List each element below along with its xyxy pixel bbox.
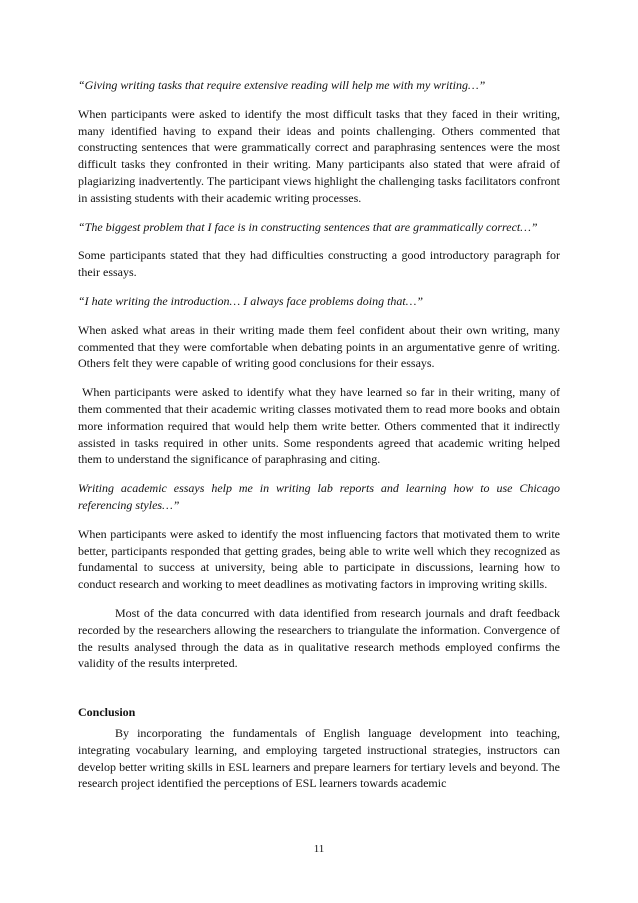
paragraph-confident-areas: When asked what areas in their writing made them feel confident about their own writing, many commented that they were comfortable when debating points in an argumentative genre of writing. Others felt they were capable of writing good conclusions for their essays.: [78, 322, 560, 371]
paragraph-data-convergence: Most of the data concurred with data identified from research journals and draft feedback recorded by the researchers allowing the researchers to triangulate the information. Convergence of the results analysed through the data as in qualitative research methods employed confirms the validity of the results interpreted.: [78, 605, 560, 671]
paragraph-conclusion: By incorporating the fundamentals of English language development into teaching, integrating vocabulary learning, and employing targeted instructional strategies, instructors can develop better writing skills in ESL learners and prepare learners for tertiary levels and beyond. The research project identified the perceptions of ESL learners towards academic: [78, 725, 560, 791]
paragraph-motivating-factors: When participants were asked to identify the most influencing factors that motivated them to write better, participants responded that getting grades, being able to write well which they recognized as fundamental to success at university, being able to participate in discussions, learning how to conduct research and working to meet deadlines as motivating factors in improving writing skills.: [78, 526, 560, 592]
paragraph-introduction-difficulties: Some participants stated that they had difficulties constructing a good introductory paragraph for their essays.: [78, 248, 560, 280]
participant-quote-4: Writing academic essays help me in writing lab reports and learning how to use Chicago referencing styles…”: [78, 481, 560, 512]
paragraph-difficult-tasks: When participants were asked to identify the most difficult tasks that they faced in their writing, many identified having to expand their ideas and points challenging. Others commented that constructing sentences that were grammatically correct and paraphrasing sentences were the most difficult tasks they confronted in their writing. Many participants also stated that were afraid of plagiarizing inadvertently. The participant views highlight the challenging tasks facilitators confront in assisting students with their academic writing processes.: [78, 106, 560, 205]
paragraph-learned-so-far: When participants were asked to identify what they have learned so far in their writing, many of them commented that their academic writing classes motivated them to read more books and obtain more information required that would help them write better. Others commented that it indirectly assisted in tasks required in other units. Some respondents agreed that academic writing helped them to understand the significance of paraphrasing and citing.: [78, 385, 560, 467]
participant-quote-2: “The biggest problem that I face is in constructing sentences that are grammatically correct…”: [78, 219, 538, 234]
participant-quote-1: “Giving writing tasks that require extensive reading will help me with my writing…”: [78, 78, 486, 92]
page-body: [78, 77, 560, 792]
participant-quote-3: “I hate writing the introduction… I always face problems doing that…”: [78, 293, 424, 308]
conclusion-heading: Conclusion: [78, 705, 136, 720]
page-number: 11: [313, 843, 325, 855]
